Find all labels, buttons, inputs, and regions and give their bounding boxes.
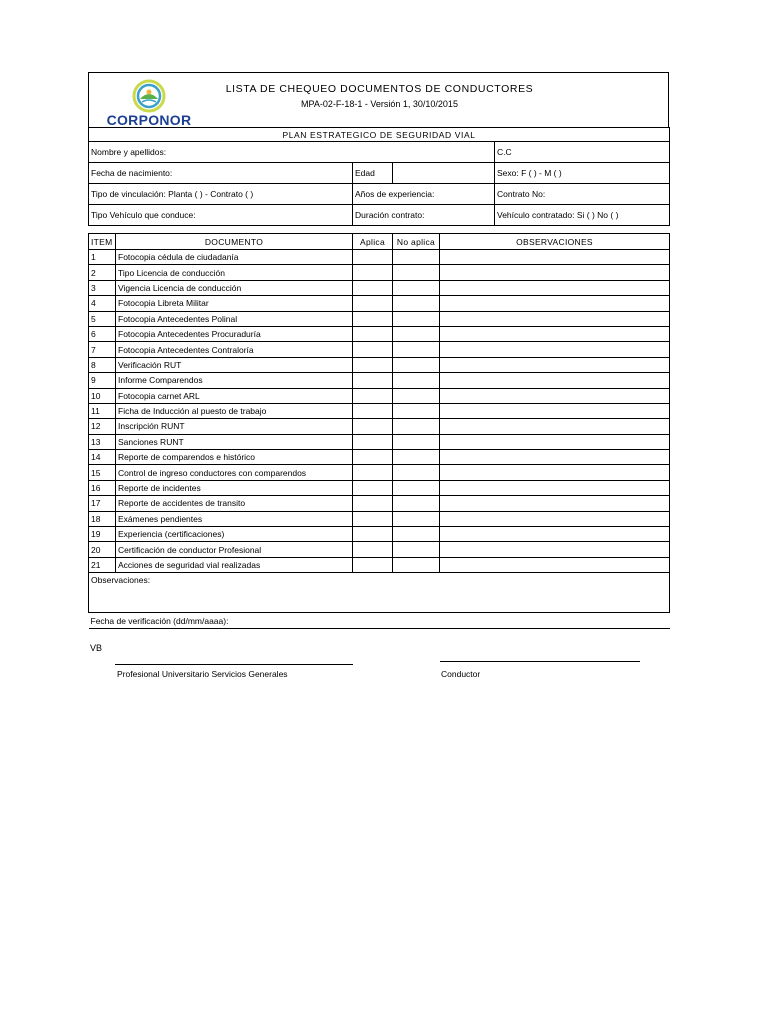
aplica-cell[interactable]	[353, 388, 393, 403]
table-row	[89, 511, 670, 526]
observaciones-cell[interactable]	[440, 250, 670, 265]
anos-experiencia-field[interactable]: Años de experiencia:	[353, 184, 495, 205]
no-aplica-cell[interactable]	[393, 388, 440, 403]
aplica-cell[interactable]	[353, 434, 393, 449]
aplica-cell[interactable]	[353, 465, 393, 480]
observaciones-cell[interactable]	[440, 450, 670, 465]
header-aplica: Aplica	[353, 234, 393, 250]
observaciones-field[interactable]: Observaciones:	[89, 573, 670, 613]
table-row	[89, 373, 670, 388]
duracion-contrato-field[interactable]: Duración contrato:	[353, 205, 495, 226]
aplica-cell[interactable]	[353, 557, 393, 572]
observaciones-cell[interactable]	[440, 419, 670, 434]
table-row	[89, 388, 670, 403]
tipo-vinculacion-field[interactable]: Tipo de vinculación: Planta ( ) - Contrato ( )	[89, 184, 353, 205]
no-aplica-cell[interactable]	[393, 542, 440, 557]
table-row	[89, 403, 670, 418]
no-aplica-cell[interactable]	[393, 326, 440, 341]
table-row	[89, 326, 670, 341]
observaciones-cell[interactable]	[440, 557, 670, 572]
item-number: 1	[89, 250, 116, 265]
table-row	[89, 250, 670, 265]
aplica-cell[interactable]	[353, 265, 393, 280]
no-aplica-cell[interactable]	[393, 357, 440, 372]
item-number: 18	[89, 511, 116, 526]
signature-line-profesional[interactable]	[115, 664, 353, 665]
observaciones-cell[interactable]	[440, 403, 670, 418]
item-number: 13	[89, 434, 116, 449]
document-name: Ficha de Inducción al puesto de trabajo	[116, 403, 353, 418]
item-number: 12	[89, 419, 116, 434]
document-name: Inscripción RUNT	[116, 419, 353, 434]
item-number: 6	[89, 326, 116, 341]
aplica-cell[interactable]	[353, 480, 393, 495]
header-documento: DOCUMENTO	[116, 234, 353, 250]
info-table	[88, 127, 670, 226]
item-number: 16	[89, 480, 116, 495]
document-title: LISTA DE CHEQUEO DOCUMENTOS DE CONDUCTORES	[225, 83, 534, 95]
aplica-cell[interactable]	[353, 357, 393, 372]
item-number: 9	[89, 373, 116, 388]
fecha-nacimiento-field[interactable]: Fecha de nacimiento:	[89, 163, 353, 184]
observaciones-cell[interactable]	[440, 527, 670, 542]
header-item: ITEM	[89, 234, 116, 250]
observaciones-cell[interactable]	[440, 373, 670, 388]
no-aplica-cell[interactable]	[393, 527, 440, 542]
observaciones-cell[interactable]	[440, 511, 670, 526]
no-aplica-cell[interactable]	[393, 480, 440, 495]
aplica-cell[interactable]	[353, 496, 393, 511]
aplica-cell[interactable]	[353, 280, 393, 295]
item-number: 19	[89, 527, 116, 542]
item-number: 17	[89, 496, 116, 511]
table-row	[89, 357, 670, 372]
item-number: 15	[89, 465, 116, 480]
item-number: 4	[89, 296, 116, 311]
no-aplica-cell[interactable]	[393, 419, 440, 434]
no-aplica-cell[interactable]	[393, 342, 440, 357]
item-number: 21	[89, 557, 116, 572]
plan-title: PLAN ESTRATEGICO DE SEGURIDAD VIAL	[89, 128, 670, 142]
observaciones-cell[interactable]	[440, 280, 670, 295]
item-number: 8	[89, 357, 116, 372]
item-number: 10	[89, 388, 116, 403]
document-name: Acciones de seguridad vial realizadas	[116, 557, 353, 572]
table-row	[89, 557, 670, 572]
observaciones-cell[interactable]	[440, 388, 670, 403]
aplica-cell[interactable]	[353, 542, 393, 557]
no-aplica-cell[interactable]	[393, 373, 440, 388]
header-block	[88, 72, 669, 127]
table-row	[89, 419, 670, 434]
nombre-field[interactable]: Nombre y apellidos:	[89, 142, 495, 163]
document-name: Vigencia Licencia de conducción	[116, 280, 353, 295]
item-number: 14	[89, 450, 116, 465]
document-name: Sanciones RUNT	[116, 434, 353, 449]
table-row	[89, 311, 670, 326]
document-name: Verificación RUT	[116, 357, 353, 372]
logo-text: CORPONOR	[106, 112, 192, 128]
table-row	[89, 265, 670, 280]
vb-label: VB	[90, 643, 103, 653]
document-name: Exámenes pendientes	[116, 511, 353, 526]
fecha-verificacion-field[interactable]: Fecha de verificación (dd/mm/aaaa):	[89, 613, 670, 629]
no-aplica-cell[interactable]	[393, 434, 440, 449]
edad-label: Edad	[353, 163, 393, 184]
document-name: Fotocopia cédula de ciudadanía	[116, 250, 353, 265]
document-name: Reporte de comparendos e histórico	[116, 450, 353, 465]
aplica-cell[interactable]	[353, 511, 393, 526]
observaciones-cell[interactable]	[440, 357, 670, 372]
observaciones-cell[interactable]	[440, 296, 670, 311]
tipo-vehiculo-field[interactable]: Tipo Vehículo que conduce:	[89, 205, 353, 226]
no-aplica-cell[interactable]	[393, 265, 440, 280]
document-name: Fotocopia carnet ARL	[116, 388, 353, 403]
aplica-cell[interactable]	[353, 527, 393, 542]
table-row	[89, 527, 670, 542]
aplica-cell[interactable]	[353, 296, 393, 311]
observaciones-cell[interactable]	[440, 480, 670, 495]
aplica-cell[interactable]	[353, 450, 393, 465]
aplica-cell[interactable]	[353, 250, 393, 265]
aplica-cell[interactable]	[353, 342, 393, 357]
sexo-field[interactable]: Sexo: F ( ) - M ( )	[495, 163, 670, 184]
no-aplica-cell[interactable]	[393, 311, 440, 326]
document-code: MPA-02-F-18-1 - Versión 1, 30/10/2015	[301, 99, 458, 109]
signature-label-profesional: Profesional Universitario Servicios Generales	[117, 669, 288, 679]
document-name: Experiencia (certificaciones)	[116, 527, 353, 542]
table-row	[89, 465, 670, 480]
table-row	[89, 480, 670, 495]
document-name: Informe Comparendos	[116, 373, 353, 388]
no-aplica-cell[interactable]	[393, 496, 440, 511]
observaciones-cell[interactable]	[440, 342, 670, 357]
table-row	[89, 496, 670, 511]
observaciones-cell[interactable]	[440, 311, 670, 326]
no-aplica-cell[interactable]	[393, 450, 440, 465]
document-name: Fotocopia Libreta Militar	[116, 296, 353, 311]
no-aplica-cell[interactable]	[393, 511, 440, 526]
table-row	[89, 434, 670, 449]
document-name: Reporte de incidentes	[116, 480, 353, 495]
aplica-cell[interactable]	[353, 311, 393, 326]
contrato-no-field[interactable]: Contrato No:	[495, 184, 670, 205]
item-number: 5	[89, 311, 116, 326]
table-row	[89, 280, 670, 295]
table-row	[89, 450, 670, 465]
edad-value[interactable]	[393, 163, 495, 184]
item-number: 7	[89, 342, 116, 357]
observaciones-cell[interactable]	[440, 465, 670, 480]
table-row	[89, 342, 670, 357]
item-number: 20	[89, 542, 116, 557]
checklist-table	[88, 233, 670, 629]
document-name: Fotocopia Antecedentes Contraloría	[116, 342, 353, 357]
aplica-cell[interactable]	[353, 326, 393, 341]
vehiculo-contratado-field[interactable]: Vehículo contratado: Si ( ) No ( )	[495, 205, 670, 226]
item-number: 3	[89, 280, 116, 295]
observaciones-cell[interactable]	[440, 326, 670, 341]
no-aplica-cell[interactable]	[393, 250, 440, 265]
document-name: Reporte de accidentes de transito	[116, 496, 353, 511]
observaciones-cell[interactable]	[440, 434, 670, 449]
table-row	[89, 542, 670, 557]
aplica-cell[interactable]	[353, 419, 393, 434]
item-number: 11	[89, 403, 116, 418]
observaciones-cell[interactable]	[440, 265, 670, 280]
document-name: Fotocopia Antecedentes Polinal	[116, 311, 353, 326]
observaciones-cell[interactable]	[440, 542, 670, 557]
no-aplica-cell[interactable]	[393, 280, 440, 295]
aplica-cell[interactable]	[353, 403, 393, 418]
aplica-cell[interactable]	[353, 373, 393, 388]
document-name: Tipo Licencia de conducción	[116, 265, 353, 280]
header-no-aplica: No aplica	[393, 234, 440, 250]
document-name: Control de ingreso conductores con comparendos	[116, 465, 353, 480]
observaciones-cell[interactable]	[440, 496, 670, 511]
signature-label-conductor: Conductor	[441, 669, 481, 679]
header-observaciones: OBSERVACIONES	[440, 234, 670, 250]
signature-line-conductor[interactable]	[440, 661, 640, 662]
document-name: Certificación de conductor Profesional	[116, 542, 353, 557]
item-number: 2	[89, 265, 116, 280]
no-aplica-cell[interactable]	[393, 557, 440, 572]
no-aplica-cell[interactable]	[393, 465, 440, 480]
cc-field[interactable]: C.C	[495, 142, 670, 163]
document-name: Fotocopia Antecedentes Procuraduría	[116, 326, 353, 341]
no-aplica-cell[interactable]	[393, 296, 440, 311]
no-aplica-cell[interactable]	[393, 403, 440, 418]
table-row	[89, 296, 670, 311]
